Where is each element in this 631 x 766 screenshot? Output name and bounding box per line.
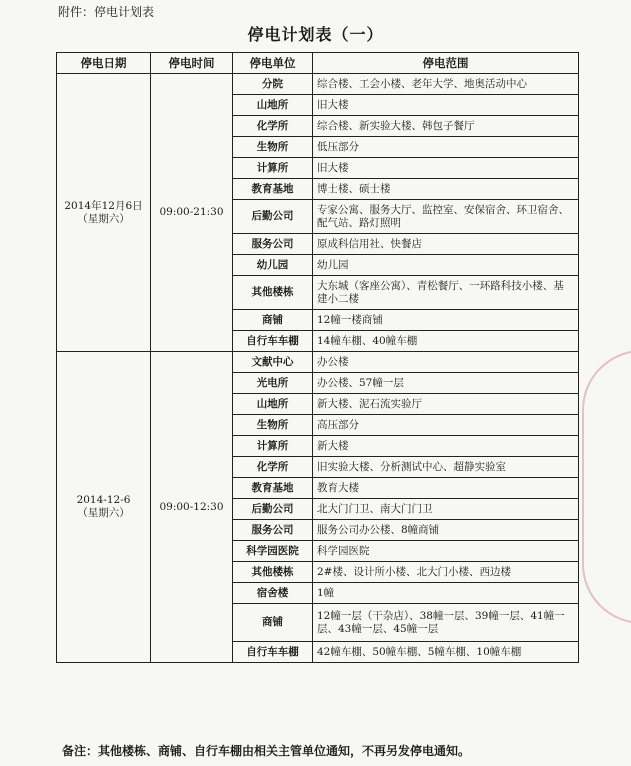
table-row: [57, 352, 579, 373]
outage-scope-cell: 高压部分: [313, 415, 579, 436]
attachment-label: 附件：停电计划表: [58, 5, 155, 19]
outage-scope-cell: 14幢车棚、40幢车棚: [313, 331, 579, 352]
outage-unit-cell: 商铺: [233, 310, 313, 331]
outage-date: 2014-12-6: [76, 494, 131, 506]
outage-unit-cell: 其他楼栋: [233, 562, 313, 583]
header-date: 停电日期: [57, 53, 151, 74]
outage-unit-cell: 幼儿园: [233, 255, 313, 276]
outage-unit-cell: 自行车车棚: [233, 331, 313, 352]
outage-unit-cell: 宿舍楼: [233, 583, 313, 604]
outage-scope-cell: 专家公寓、服务大厅、监控室、安保宿舍、环卫宿舍、配气站、路灯照明: [313, 200, 579, 234]
outage-unit-cell: 生物所: [233, 415, 313, 436]
outage-scope-cell: 2#楼、设计所小楼、北大门小楼、西边楼: [313, 562, 579, 583]
outage-scope-cell: 幼儿园: [313, 255, 579, 276]
page-title: 停电计划表（一）: [247, 25, 384, 44]
outage-scope-cell: 北大门门卫、南大门门卫: [313, 499, 579, 520]
outage-scope-cell: 1幢: [313, 583, 579, 604]
official-seal: [582, 350, 631, 624]
outage-unit-cell: 自行车车棚: [233, 642, 313, 663]
outage-unit-cell: 光电所: [233, 373, 313, 394]
outage-weekday: （星期六）: [77, 507, 130, 519]
outage-unit-cell: 服务公司: [233, 520, 313, 541]
table-body: [57, 74, 579, 663]
outage-scope-cell: 科学园医院: [313, 541, 579, 562]
outage-date-cell: [57, 74, 151, 352]
header-scope: 停电范围: [313, 53, 579, 74]
table-header-row: [57, 53, 579, 74]
outage-scope-cell: 新大楼、泥石流实验厅: [313, 394, 579, 415]
outage-scope-cell: 原成科信用社、快餐店: [313, 234, 579, 255]
outage-scope-cell: 低压部分: [313, 137, 579, 158]
outage-unit-cell: 山地所: [233, 394, 313, 415]
outage-scope-cell: 服务公司办公楼、8幢商铺: [313, 520, 579, 541]
outage-scope-cell: 综合楼、新实验大楼、韩包子餐厅: [313, 116, 579, 137]
outage-time-cell: 09:00-12:30: [151, 352, 233, 663]
outage-scope-cell: 教育大楼: [313, 478, 579, 499]
outage-unit-cell: 山地所: [233, 95, 313, 116]
outage-unit-cell: 文献中心: [233, 352, 313, 373]
outage-unit-cell: 计算所: [233, 436, 313, 457]
outage-unit-cell: 后勤公司: [233, 499, 313, 520]
outage-scope-cell: 旧大楼: [313, 158, 579, 179]
outage-scope-cell: 旧实验大楼、分析测试中心、超静实验室: [313, 457, 579, 478]
outage-scope-cell: 新大楼: [313, 436, 579, 457]
outage-scope-cell: 12幢一层（干杂店）、38幢一层、39幢一层、41幢一层、43幢一层、45幢一层: [313, 604, 579, 642]
outage-time-cell: 09:00-21:30: [151, 74, 233, 352]
outage-unit-cell: 化学所: [233, 457, 313, 478]
outage-unit-cell: 生物所: [233, 137, 313, 158]
outage-scope-cell: 综合楼、工会小楼、老年大学、地奥活动中心: [313, 74, 579, 95]
outage-unit-cell: 科学园医院: [233, 541, 313, 562]
outage-date-cell: [57, 352, 151, 663]
header-unit: 停电单位: [233, 53, 313, 74]
outage-unit-cell: 计算所: [233, 158, 313, 179]
header-time: 停电时间: [151, 53, 233, 74]
outage-unit-cell: 其他楼栋: [233, 276, 313, 310]
outage-unit-cell: 教育基地: [233, 478, 313, 499]
table-row: [57, 74, 579, 95]
outage-unit-cell: 后勤公司: [233, 200, 313, 234]
outage-scope-cell: 12幢一楼商铺: [313, 310, 579, 331]
outage-scope-cell: 办公楼、57幢一层: [313, 373, 579, 394]
outage-date: 2014年12月6日: [64, 199, 143, 212]
footnote: 备注：其他楼栋、商铺、自行车棚由相关主管单位通知，不再另发停电通知。: [62, 744, 471, 758]
outage-unit-cell: 服务公司: [233, 234, 313, 255]
outage-unit-cell: 化学所: [233, 116, 313, 137]
outage-scope-cell: 42幢车棚、50幢车棚、5幢车棚、10幢车棚: [313, 642, 579, 663]
outage-scope-cell: 大东城（客座公寓）、青松餐厅、一环路科技小楼、基建小二楼: [313, 276, 579, 310]
power-outage-schedule-table: [56, 52, 579, 663]
outage-scope-cell: 办公楼: [313, 352, 579, 373]
outage-unit-cell: 分院: [233, 74, 313, 95]
outage-weekday: （星期六）: [77, 212, 130, 225]
outage-scope-cell: 旧大楼: [313, 95, 579, 116]
outage-scope-cell: 博士楼、硕士楼: [313, 179, 579, 200]
outage-unit-cell: 商铺: [233, 604, 313, 642]
outage-unit-cell: 教育基地: [233, 179, 313, 200]
